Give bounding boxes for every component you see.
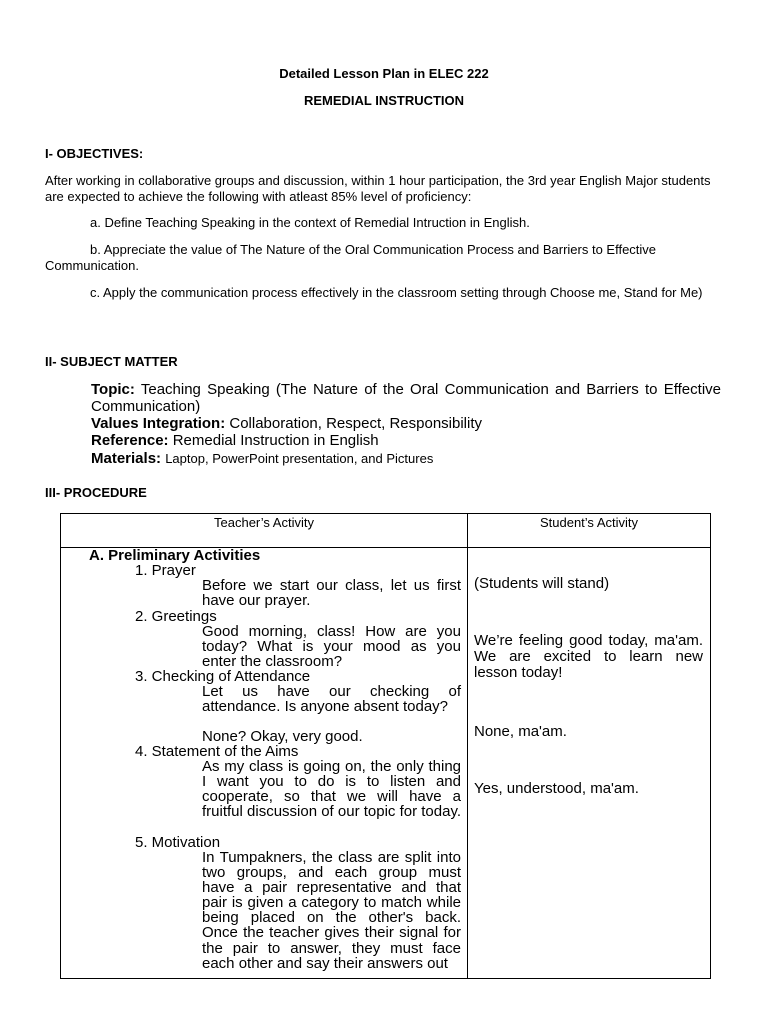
reference-line — [91, 432, 721, 449]
step-prayer-label: 1. Prayer — [135, 562, 196, 579]
objectives-intro: After working in collaborative groups and discussion, within 1 hour participation, the 3rd year English Major students are expected to achieve the following with atleast 85% level of proficiency: — [45, 173, 711, 204]
section-a-title: A. Preliminary Activities — [89, 547, 261, 564]
topic-line — [91, 381, 721, 415]
objectives-heading: I- OBJECTIVES: — [45, 146, 144, 161]
topic-label: Topic: — [91, 381, 135, 398]
step-greetings-text: Good morning, class! How are you today? What is your mood as you enter the classroom? — [202, 623, 461, 671]
step-aims-label: 4. Statement of the Aims — [135, 743, 299, 760]
reference-label: Reference: — [91, 432, 169, 449]
student-response-prayer: (Students will stand) — [474, 575, 610, 592]
objective-item-b: b. Appreciate the value of The Nature of the Oral Communication Process and Barriers to Effective Communication. — [45, 242, 657, 273]
materials-label: Materials: — [91, 450, 162, 467]
procedure-heading: III- PROCEDURE — [45, 485, 147, 500]
student-response-attendance: None, ma'am. — [474, 723, 567, 740]
student-response-aims: Yes, understood, ma'am. — [474, 780, 639, 797]
step-greetings-label: 2. Greetings — [135, 608, 217, 625]
step-attendance-label: 3. Checking of Attendance — [135, 668, 311, 685]
document-subtitle: REMEDIAL INSTRUCTION — [303, 93, 465, 108]
teacher-activity-cell — [61, 548, 468, 979]
objective-item-a: a. Define Teaching Speaking in the context of Remedial Intruction in English. — [90, 215, 530, 230]
values-label: Values Integration: — [91, 415, 226, 432]
subject-matter-heading: II- SUBJECT MATTER — [45, 354, 178, 369]
student-activity-header: Student’s Activity — [468, 514, 711, 548]
step-aims-text: As my class is going on, the only thing I want you to do is to listen and cooperate, so that we will have a fruitful discussion of our topic for today. — [202, 758, 462, 821]
step-attendance-followup: None? Okay, very good. — [202, 728, 363, 745]
values-line — [91, 415, 721, 432]
student-response-greetings: We’re feeling good today, ma'am. We are excited to learn new lesson today! — [474, 632, 703, 681]
teacher-activity-header: Teacher’s Activity — [61, 514, 468, 548]
step-motivation-label: 5. Motivation — [135, 834, 221, 851]
document-title: Detailed Lesson Plan in ELEC 222 — [279, 66, 489, 81]
reference-value: Remedial Instruction in English — [172, 432, 379, 449]
procedure-table — [60, 513, 711, 979]
step-prayer-text: Before we start our class, let us first have our prayer. — [202, 577, 461, 610]
student-activity-cell — [468, 548, 711, 979]
values-value: Collaboration, Respect, Responsibility — [229, 415, 483, 432]
materials-value: Laptop, PowerPoint presentation, and Pictures — [165, 451, 434, 466]
step-attendance-text: Let us have our checking of attendance. Is anyone absent today? — [202, 683, 461, 716]
topic-value: Teaching Speaking (The Nature of the Oral Communication and Barriers to Effective Communication) — [91, 381, 721, 415]
step-motivation-text: In Tumpakners, the class are split into two groups, and each group must have a pair representative and that pair is given a category to match while being placed on the other's back. Once the teacher gives their signal for the pair to answer, they must face each other and say their answers out — [202, 849, 461, 972]
objective-item-c: c. Apply the communication process effectively in the classroom setting through Choose me, Stand for Me) — [90, 285, 703, 300]
materials-line — [91, 450, 721, 467]
